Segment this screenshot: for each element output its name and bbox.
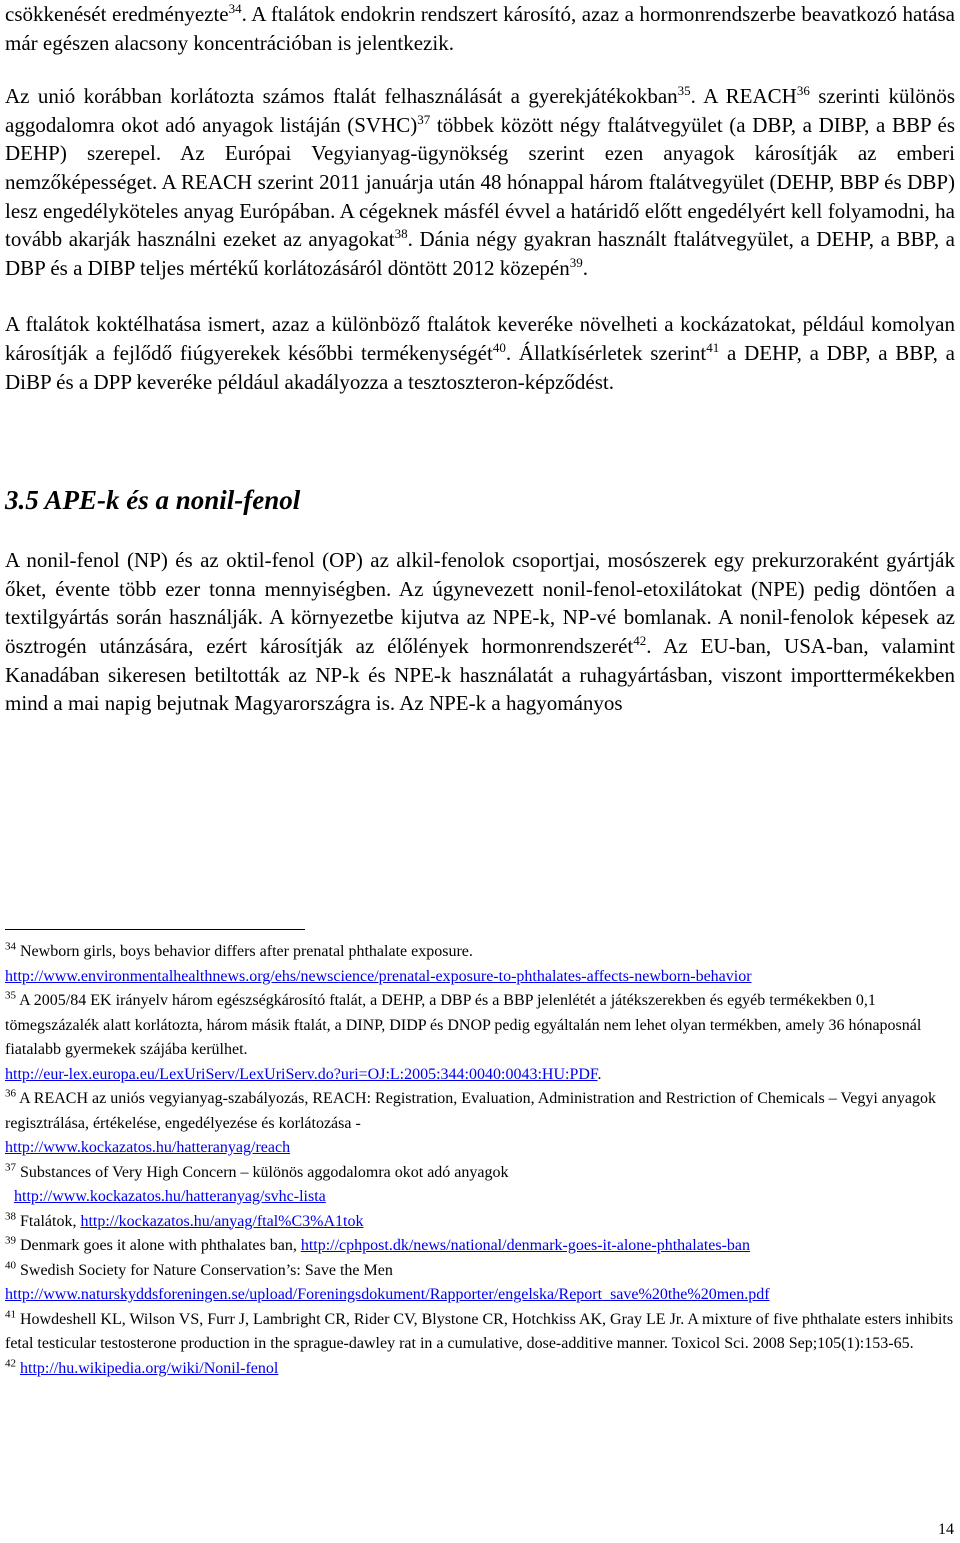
footnote-text: Howdeshell KL, Wilson VS, Furr J, Lambright CR, Rider CV, Blystone CR, Hotchkiss AK, Gray LE Jr. A mixture of five phthalate esters inhibits fetal testicular testosterone production in the sprague-dawley rat in a cumulative, dose-additive manner. Toxicol Sci. 2008 Sep;105(1):153-65. (5, 1310, 954, 1352)
footnote-34 (5, 940, 955, 989)
paragraph (5, 82, 955, 282)
footnote-text: Substances of Very High Concern – különös aggodalomra okot adó anyagok (16, 1163, 509, 1181)
footnote-text: A 2005/84 EK irányelv három egészségkárosító ftalát, a DEHP, a DBP és a BBP jelenlétét a játékszerekben és egyéb termékekben 0,1 tömegszázalék alatt korlátozta, három másik ftalát, a DINP, DIDP és DNOP pedig egyáltalán nem lehet olyan termékben, amely 36 hónaposnál fiatalabb gyermekek szájába kerülhet. (5, 992, 922, 1058)
footnote-link[interactable]: http://www.naturskyddsforeningen.se/upload/Foreningsdokument/Rapporter/engelska/Report_save%20the%20men.pdf (5, 1286, 770, 1303)
text: csökkenését eredményezte (5, 2, 229, 26)
footnote-41 (5, 1308, 955, 1357)
footnote-text: Newborn girls, boys behavior differs after prenatal phthalate exposure. (16, 943, 473, 960)
footnote-40 (5, 1259, 955, 1308)
text: Az unió korábban korlátozta számos ftalát felhasználását a gyerekjátékokban (5, 84, 678, 109)
footnote-38 (5, 1210, 955, 1235)
page-number: 14 (938, 1521, 954, 1538)
footnote-link[interactable]: http://hu.wikipedia.org/wiki/Nonil-fenol (20, 1359, 279, 1377)
footnote-text: Swedish Society for Nature Conservation’s: Save the Men (16, 1261, 393, 1279)
paragraph (5, 310, 955, 396)
footnotes (5, 940, 955, 1381)
section-heading: 3.5 APE-k és a nonil-fenol (5, 485, 301, 516)
footnote-ref[interactable]: 41 (706, 339, 720, 355)
text: . Az EU-ban, USA-ban, valamint Kanadában sikeresen betiltották az NP-k és NPE-k használatát a ruhagyártásban, viszont importtermékekben mind a mai napig bejutnak Magyarországra is. Az NPE-k a hagyományos (5, 633, 955, 716)
footnote-number: 35 (5, 989, 16, 1002)
page-body (5, 0, 955, 718)
footnote-link[interactable]: http://cphpost.dk/news/national/denmark-goes-it-alone-phthalates-ban (300, 1237, 751, 1254)
footnote-35 (5, 989, 955, 1087)
text: . Állatkísérletek szerint (505, 340, 707, 365)
footnote-number: 34 (5, 940, 16, 953)
footnote-39 (5, 1234, 955, 1259)
footnote-link[interactable]: http://www.environmentalhealthnews.org/ehs/newscience/prenatal-exposure-to-phthalates-affects-newborn-behavior (5, 967, 752, 985)
text: . A ftalátok endokrin rendszert károsító, azaz a hormonrendszerbe beavatkozó hatása már egészen alacsony koncentrációban is jelentkezik. (5, 2, 955, 55)
footnote-37 (5, 1161, 955, 1210)
footnote-ref[interactable]: 42 (633, 632, 647, 648)
text: . Dánia négy gyakran használt ftalátvegyület, a DEHP, a BBP, a DBP és a DIBP teljes mértékű korlátozásáról döntött 2012 közepén (5, 227, 955, 280)
footnote-ref[interactable]: 37 (417, 111, 431, 127)
footnote-text: Ftalátok, (16, 1212, 81, 1230)
footnote-ref[interactable]: 38 (394, 226, 408, 242)
footnote-ref[interactable]: 36 (796, 83, 810, 99)
footnote-link[interactable]: http://www.kockazatos.hu/hatteranyag/svhc-lista (14, 1188, 326, 1205)
footnote-ref[interactable]: 35 (677, 83, 691, 99)
footnote-number: 38 (5, 1210, 16, 1223)
footnote-number: 36 (5, 1087, 16, 1100)
footnote-number: 40 (5, 1259, 16, 1272)
footnote-36 (5, 1087, 955, 1161)
paragraph (5, 546, 955, 718)
footnote-link[interactable]: http://kockazatos.hu/anyag/ftal%C3%A1tok (80, 1212, 364, 1230)
footnote-number: 42 (5, 1357, 16, 1370)
text: A ftalátok koktélhatása ismert, azaz a különböző ftalátok keveréke növelheti a kockázatokat, például komolyan károsítják a fejlődő fiúgyerekek későbbi termékenységét (5, 312, 955, 365)
footnote-number: 39 (5, 1234, 16, 1247)
paragraph (5, 0, 955, 57)
footnote-link[interactable]: http://www.kockazatos.hu/hatteranyag/reach (5, 1139, 291, 1156)
footnote-link[interactable]: http://eur-lex.europa.eu/LexUriServ/LexUriServ.do?uri=OJ:L:2005:344:0040:0043:HU:PDF (5, 1065, 598, 1083)
footnote-ref[interactable]: 34 (228, 1, 242, 16)
text: a DEHP, a DBP, a BBP, a DiBP és a DPP keveréke például akadályozza a tesztoszteron-képződést. (5, 340, 956, 394)
footnote-ref[interactable]: 40 (492, 339, 506, 355)
footnote-number: 37 (5, 1161, 16, 1174)
footnote-ref[interactable]: 39 (569, 254, 583, 270)
text: A nonil-fenol (NP) és az oktil-fenol (OP) az alkil-fenolok csoportjai, mosószerek egy prekurzoraként gyártják őket, évente több ezer tonna mennyiségben. Az úgynevezett nonil-fenol-etoxilátokat (NPE) pedig döntően a textilgyártás során használják. A környezetbe kijutva az NPE-k, NP-vé bomlanak. A nonil-fenolok képesek az ösztrogén utánzására, ezért károsítják az élőlények hormonrendszerét (5, 548, 955, 658)
text: szerinti különös aggodalomra okot adó anyagok listáján (SVHC) (5, 84, 955, 137)
text: . A REACH (690, 84, 797, 109)
footnote-separator (5, 929, 305, 930)
text: többek között négy ftalátvegyület (a DBP, a DIBP, a BBP és DEHP) szerepel. Az Európai Vegyianyag-ügynökség szerint ezen anyagok károsítják az emberi nemzőképességet. A REACH szerint 2011 januárja után 48 hónappal három ftalátvegyület (DEHP, BBP és DBP) lesz engedélyköteles anyag Európában. A cégeknek másfél évvel a határidő előtt engedélyért kell folyamodni, ha tovább akarják használni ezeket az anyagokat (5, 112, 955, 252)
footnote-text: A REACH az uniós vegyianyag-szabályozás, REACH: Registration, Evaluation, Administration and Restriction of Chemicals – Vegyi anyagok regisztrálása, értékelése, engedélyezése és korlátozása - (5, 1090, 936, 1132)
footnote-42 (5, 1357, 955, 1382)
footnote-number: 41 (5, 1308, 16, 1321)
footnote-text: . (597, 1065, 602, 1083)
footnote-text: Denmark goes it alone with phthalates ban, (16, 1237, 301, 1254)
text: . (582, 255, 588, 280)
